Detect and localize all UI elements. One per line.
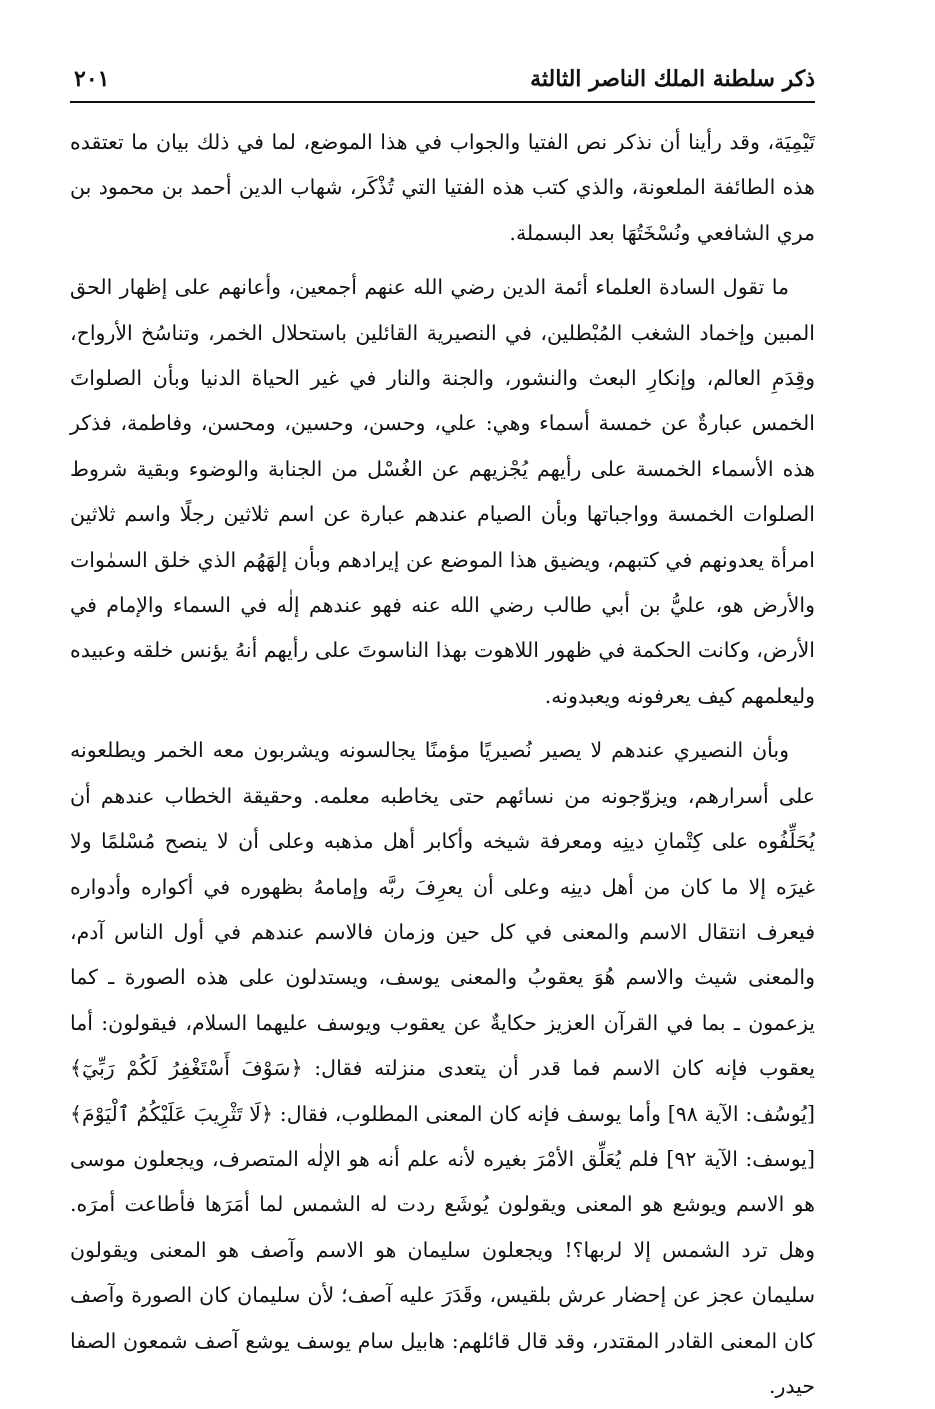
paragraph-1: تَيْمِيَة، وقد رأينا أن نذكر نص الفتيا والجواب في هذا الموضع، لما في ذلك بيان ما تعتقده هذه الطائفة الملعونة، والذي كتب هذه الفتيا التي تُذْكَر، شهاب الدين أحمد بن محمود بن مري الشافعي ونُسْخَتُهَا بعد البسملة. — [70, 130, 815, 245]
page-header — [70, 64, 815, 96]
running-title: ذكر سلطنة الملك الناصر الثالثة — [530, 66, 815, 92]
paragraph-3: وبأن النصيري عندهم لا يصير نُصيريًا مؤمنًا يجالسونه ويشربون معه الخمر ويطلعونه على أسرارهم، ويزوّجونه من نسائهم حتى يخاطبه معلمه. وحقيقة الخطاب عندهم أن يُحَلِّفُوه على كِتْمانِ دينِه ومعرفة شيخه وأكابر أهل مذهبه وعلى أن لا ينصح مُسْلمًا ولا غيرَه إلا ما كان من أهل دينِه وعلى أن يعرِفَ ربَّه وإمامهُ بظهوره في أكواره وأدواره فيعرف انتقال الاسم والمعنى في كل حين وزمان فالاسم عندهم في أول الناس آدم، والمعنى شيث والاسم هُوَ يعقوبُ والمعنى يوسف، ويستدلون على هذه الصورة ـ كما يزعمون ـ بما في القرآن العزيز حكايةٌ عن يعقوب ويوسف عليهما السلام، فيقولون: أما يعقوب فإنه كان الاسم فما قدر أن يتعدى منزلته فقال: ﴿سَوْفَ أَسْتَغْفِرُ لَكُمْ رَبِّيٓ﴾ [يُوسُف: الآية ٩٨] وأما يوسف فإنه كان المعنى المطلوب، فقال: ﴿لَا تَثْرِيبَ عَلَيْكُمُ ٱلْيَوْمَ﴾ [يوسف: الآية ٩٢] فلم يُعَلِّق الأمْرَ بغيره لأنه علم أنه هو الإلٰه المتصرف، ويجعلون موسى هو الاسم ويوشع هو المعنى ويقولون يُوشَع ردت له الشمس لما أمَرَها فأطاعت أمرَه. وهل ترد الشمس إلا لربها؟! ويجعلون سليمان هو الاسم وآصف هو المعنى ويقولون سليمان عجز عن إحضار عرش بلقيس، وقَدَرَ عليه آصف؛ لأن سليمان كان الصورة وآصف كان المعنى القادر المقتدر، وقد قال قائلهم: هابيل سام يوسف يوشع آصف شمعون الصفا حيدر. — [70, 738, 816, 1398]
paragraph-2: ما تقول السادة العلماء أئمة الدين رضي الله عنهم أجمعين، وأعانهم على إظهار الحق المبين وإخماد الشغب المُبْطلين، في النصيرية القائلين باستحلال الخمر، وتناسُخ الأرواح، وقِدَمِ العالم، وإنكارِ البعث والنشور، والجنة والنار في غير الحياة الدنيا وبأن الصلواتَ الخمس عبارةٌ عن خمسة أسماء وهي: علي، وحسن، وحسين، ومحسن، وفاطمة، فذكر هذه الأسماء الخمسة على رأيهم يُجْزيهم عن الغُسْل من الجنابة والوضوء وبقية شروط الصلوات الخمسة وواجباتها وبأن الصيام عندهم عبارة عن اسم ثلاثين رجلًا واسم ثلاثين امرأة يعدونهم في كتبهم، ويضيق هذا الموضع عن إيرادهم وبأن إلهَهُم الذي خلق السمٰوات والأرض هو، عليُّ بن أبي طالب رضي الله عنه فهو عندهم إلٰه في السماء والإمام في الأرض، وكانت الحكمة في ظهور اللاهوت بهذا الناسوتَ على رأيهم أنهُ يؤنس خلقه وعبيده وليعلمهم كيف يعرفونه ويعبدونه. — [70, 275, 815, 708]
header-rule — [70, 101, 815, 103]
page-number: ٢٠١ — [74, 66, 110, 92]
page-body — [70, 120, 815, 1409]
